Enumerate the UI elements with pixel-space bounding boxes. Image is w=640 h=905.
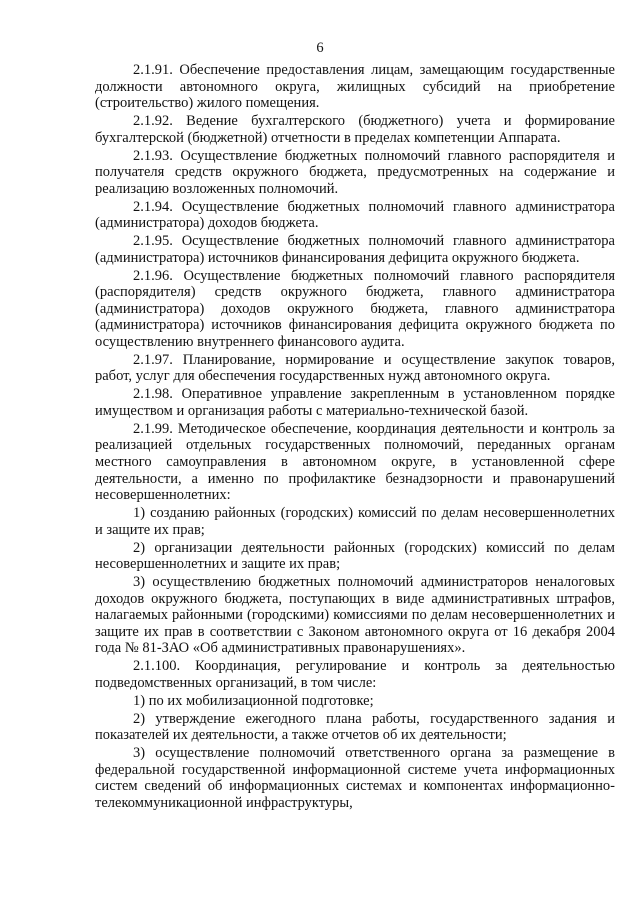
paragraph-2-1-100: 2.1.100. Координация, регулирование и контроль за деятельностью подведомственных организаций, в том числе: bbox=[95, 658, 615, 691]
list-item-2-1-100-2: 2) утверждение ежегодного плана работы, государственного задания и показателей их деятельности, а также отчетов об их деятельности; bbox=[95, 710, 615, 744]
paragraph-2-1-93: 2.1.93. Осуществление бюджетных полномочий главного распорядителя и получателя средств окружного бюджета, предусмотренных на содержание и реализацию возложенных полномочий. bbox=[95, 147, 615, 197]
page-number: 6 bbox=[316, 40, 324, 56]
paragraph-2-1-99: 2.1.99. Методическое обеспечение, координация деятельности и контроль за реализацией отдельных государственных полномочий, переданных органам местного самоуправления в автономном округе, в установленной сфере деятельности, а именно по профилактике безнадзорности и правонарушений несовершеннолетних: bbox=[95, 420, 615, 504]
paragraph-2-1-96: 2.1.96. Осуществление бюджетных полномочий главного распорядителя (распорядителя) средств окружного бюджета, главного администратора (администратора) доходов окружного бюджета, главного администратора (администратора) источников финансирования дефицита окружного бюджета по осуществлению внутреннего финансового аудита. bbox=[95, 267, 615, 350]
list-item-2-1-100-1: 1) по их мобилизационной подготовке; bbox=[133, 692, 374, 709]
list-item-2-1-99-1: 1) созданию районных (городских) комиссий по делам несовершеннолетних и защите их прав; bbox=[95, 505, 615, 538]
document-body bbox=[95, 62, 615, 813]
list-item-2-1-99-2: 2) организации деятельности районных (городских) комиссий по делам несовершеннолетних и защите их прав; bbox=[95, 539, 615, 573]
paragraph-2-1-95: 2.1.95. Осуществление бюджетных полномочий главного администратора (администратора) источников финансирования дефицита окружного бюджета. bbox=[95, 233, 615, 266]
paragraph-2-1-98: 2.1.98. Оперативное управление закрепленным в установленном порядке имуществом и организация работы с материально-технической базой. bbox=[95, 386, 615, 419]
paragraph-2-1-97: 2.1.97. Планирование, нормирование и осуществление закупок товаров, работ, услуг для обеспечения государственных нужд автономного округа. bbox=[95, 351, 615, 385]
paragraph-2-1-94: 2.1.94. Осуществление бюджетных полномочий главного администратора (администратора) доходов бюджета. bbox=[95, 198, 615, 232]
list-item-2-1-99-3: 3) осуществлению бюджетных полномочий администраторов неналоговых доходов окружного бюджета, поступающих в виде административных штрафов, налагаемых районными (городскими) комиссиями по делам несовершеннолетних и защите их прав в соответствии с Законом автономного округа от 16 декабря 2004 года № 81-ЗАО «Об административных правонарушениях». bbox=[95, 574, 615, 657]
paragraph-2-1-91: 2.1.91. Обеспечение предоставления лицам, замещающим государственные должности автономного округа, жилищных субсидий на приобретение (строительство) жилого помещения. bbox=[95, 62, 615, 112]
list-item-2-1-100-3: 3) осуществление полномочий ответственного органа за размещение в федеральной государственной информационной системе учета информационных систем сведений об информационных системах и компонентах информационно-телекоммуникационной инфраструктуры, bbox=[95, 745, 615, 811]
paragraph-2-1-92: 2.1.92. Ведение бухгалтерского (бюджетного) учета и формирование бухгалтерской (бюджетной) отчетности в пределах компетенции Аппарата. bbox=[95, 113, 615, 146]
